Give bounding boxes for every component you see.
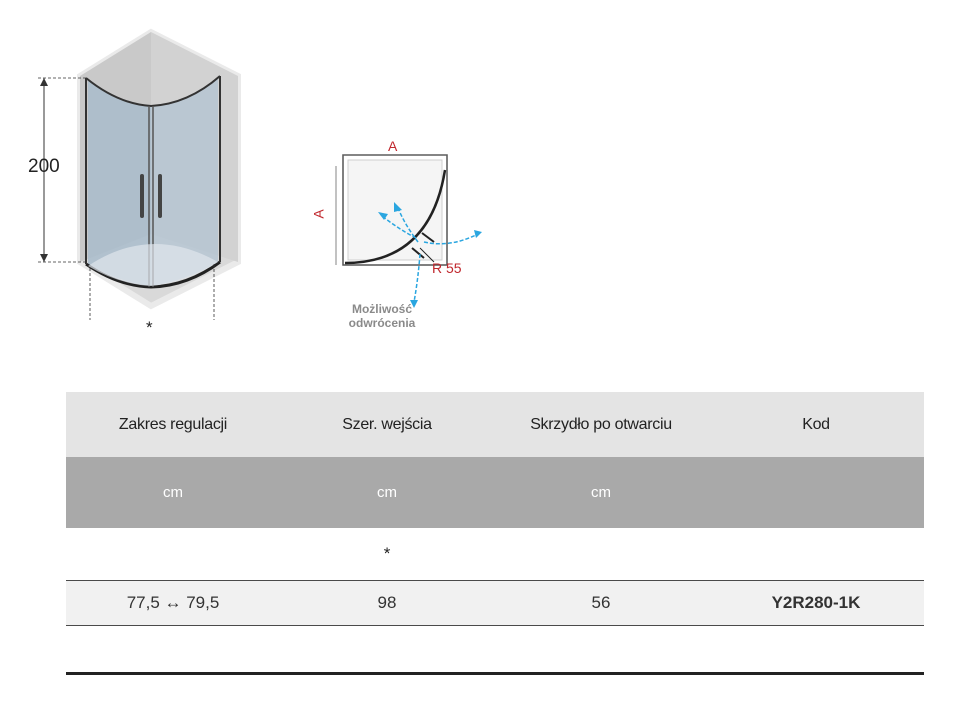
note-cell-1 [66, 528, 280, 580]
unit-door-open: cm [591, 484, 611, 501]
swing-arrowhead-right [474, 230, 482, 238]
plan-dimension-top: A [388, 138, 398, 154]
height-label: 200 [28, 156, 60, 177]
cell-adjustment-range: 77,5 ↔ 79,5 [126, 593, 220, 612]
table-header-row [66, 392, 924, 457]
note-cell-2: * [383, 544, 391, 563]
note-cell-3 [494, 528, 708, 580]
cell-product-code: Y2R280-1K [771, 593, 861, 612]
table-bottom-rule [66, 626, 924, 675]
reversible-note [340, 302, 424, 330]
table-row [66, 581, 924, 626]
plan-dimension-side: A [310, 209, 327, 219]
shower-enclosure-illustration [18, 14, 254, 344]
entry-width-star: * [146, 318, 153, 337]
spec-table [66, 392, 924, 675]
plan-radius-label: R 55 [432, 260, 462, 276]
cell-door-open: 56 [591, 593, 611, 612]
unit-code [708, 457, 924, 528]
header-code: Kod [802, 415, 830, 433]
handle-right [158, 174, 162, 218]
handle-left [140, 174, 144, 218]
table-note-row [66, 528, 924, 581]
height-arrow-top [40, 78, 48, 86]
unit-entry-width: cm [377, 484, 397, 501]
height-arrow-bottom [40, 254, 48, 262]
table-unit-row [66, 457, 924, 528]
header-door-open: Skrzydło po otwarciu [530, 415, 672, 433]
cell-entry-width: 98 [377, 593, 397, 612]
header-entry-width: Szer. wejścia [342, 415, 432, 433]
reversible-note-line1: Możliwość [351, 302, 412, 316]
header-adjustment-range: Zakres regulacji [118, 415, 228, 433]
reversible-note-line2: odwrócenia [348, 316, 416, 330]
unit-adjustment-range: cm [163, 484, 183, 501]
note-cell-4 [708, 528, 924, 580]
